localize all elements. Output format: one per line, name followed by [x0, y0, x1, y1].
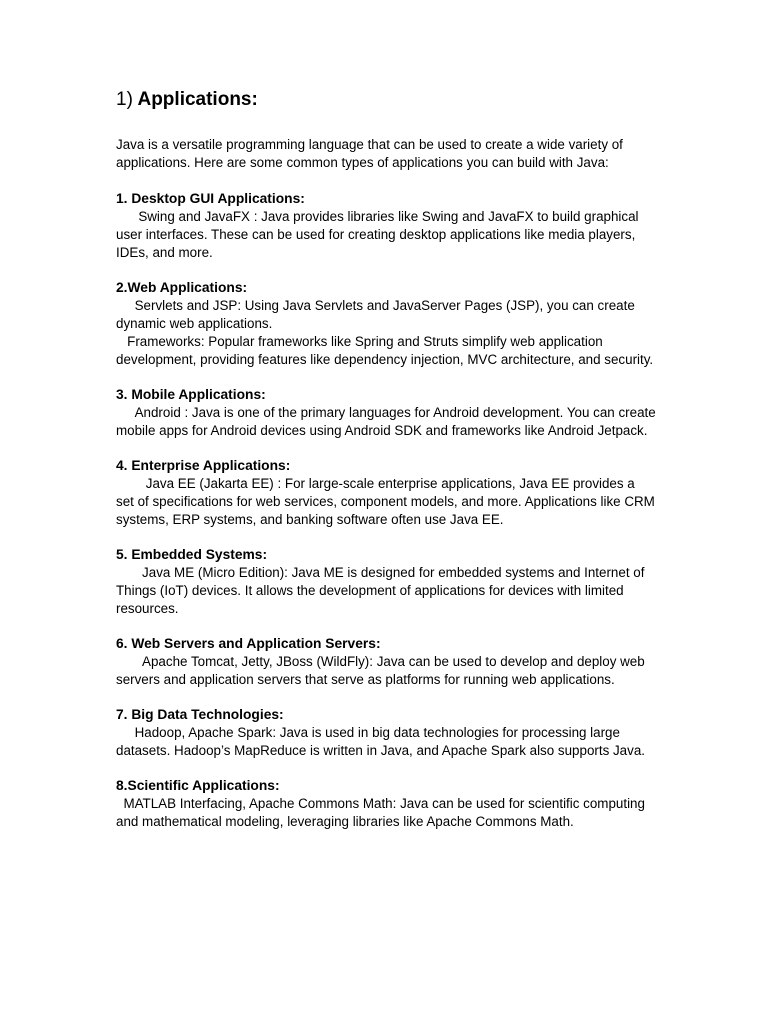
section-item: Java EE (Jakarta EE) : For large-scale enterprise applications, Java EE provides a set of specifications for web services, component models, and more. Applications like CRM systems, ERP systems, and banking software often use Java EE.	[116, 476, 659, 527]
section-heading: 4. Enterprise Applications:	[116, 458, 291, 473]
section-item: Frameworks: Popular frameworks like Spring and Struts simplify web application development, providing features like dependency injection, MVC architecture, and security.	[116, 334, 654, 367]
title-number: 1)	[116, 89, 133, 110]
section-item: MATLAB Interfacing, Apache Commons Math: Java can be used for scientific computing and mathematical modeling, leveraging libraries like Apache Commons Math.	[116, 796, 649, 829]
document-page	[116, 86, 660, 848]
section-heading: 6. Web Servers and Application Servers:	[116, 636, 381, 651]
section-item: Swing and JavaFX : Java provides libraries like Swing and JavaFX to build graphical user interfaces. These can be used for creating desktop applications like media players, IDEs, and more.	[116, 209, 643, 260]
title-text: Applications:	[137, 89, 258, 110]
section-big-data	[116, 706, 656, 760]
section-heading: 8.Scientific Applications:	[116, 778, 280, 793]
section-scientific-applications	[116, 777, 656, 831]
section-embedded-systems	[116, 546, 656, 618]
section-web-applications	[116, 279, 656, 369]
section-heading: 1. Desktop GUI Applications:	[116, 191, 305, 206]
sections-list	[116, 190, 660, 831]
section-heading: 3. Mobile Applications:	[116, 387, 266, 402]
section-enterprise-applications	[116, 457, 659, 529]
page-title	[116, 86, 656, 114]
section-desktop-gui	[116, 190, 656, 262]
section-item: Android : Java is one of the primary languages for Android development. You can create mobile apps for Android devices using Android SDK and frameworks like Android Jetpack.	[116, 405, 660, 438]
section-web-servers	[116, 635, 656, 689]
section-heading: 5. Embedded Systems:	[116, 547, 268, 562]
section-heading: 2.Web Applications:	[116, 280, 248, 295]
section-item: Apache Tomcat, Jetty, JBoss (WildFly): Java can be used to develop and deploy web servers and application servers that serve as platforms for running web applications.	[116, 654, 649, 687]
section-mobile-applications	[116, 386, 660, 440]
section-heading: 7. Big Data Technologies:	[116, 707, 284, 722]
intro-paragraph: Java is a versatile programming language that can be used to create a wide variety of applications. Here are some common types of applications you can build with Java:	[116, 137, 623, 170]
section-item: Servlets and JSP: Using Java Servlets and JavaServer Pages (JSP), you can create dynamic web applications.	[116, 298, 639, 331]
section-item: Java ME (Micro Edition): Java ME is designed for embedded systems and Internet of Things (IoT) devices. It allows the development of applications for devices with limited resources.	[116, 565, 648, 616]
section-item: Hadoop, Apache Spark: Java is used in big data technologies for processing large datasets. Hadoop’s MapReduce is written in Java, and Apache Spark also supports Java.	[116, 725, 645, 758]
